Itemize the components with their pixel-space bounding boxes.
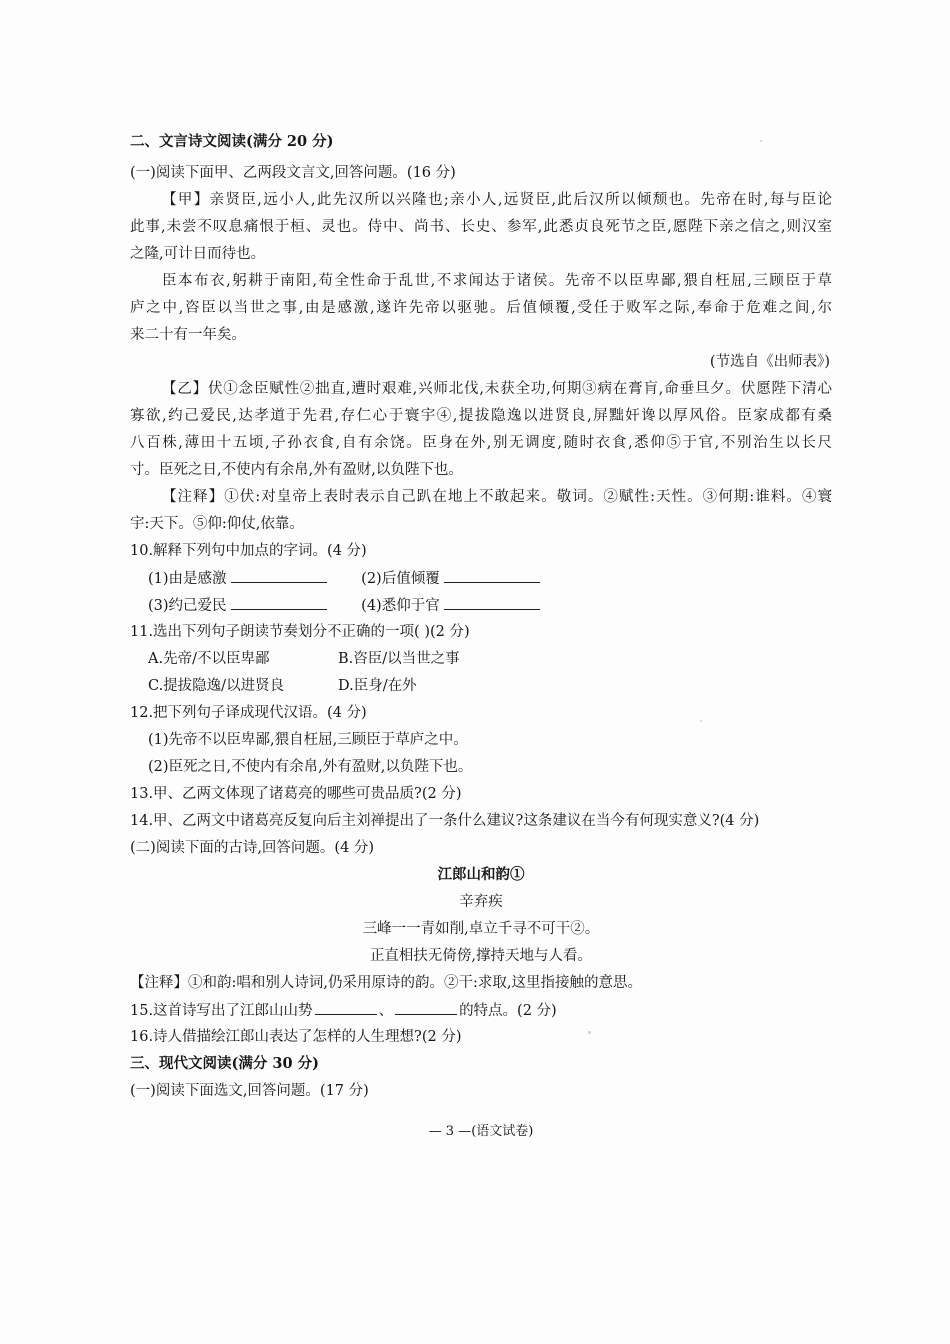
scan-speck	[760, 140, 762, 142]
question-10: 10.解释下列句中加点的字词。(4 分)	[130, 543, 367, 559]
passage-yi-line: 寡欲,约己爱民,达孝道于先君,存仁心于寰宇④,提拔隐逸以进贤良,屏黜奸谗以厚风俗。臣家成都有桑	[130, 408, 832, 424]
page-footer: — 3 —(语文试卷)	[428, 1124, 534, 1139]
answer-blank[interactable]	[315, 1000, 377, 1015]
answer-blank[interactable]	[231, 595, 327, 610]
part-instruction: (二)阅读下面的古诗,回答问题。(4 分)	[130, 840, 375, 856]
notes-line: 宇:天下。⑤仰:仰仗,依靠。	[130, 516, 304, 532]
question-15	[130, 1000, 557, 1021]
passage-yi-line: 八百株,薄田十五顷,子孙衣食,自有余饶。臣身在外,别无调度,随时衣食,悉仰⑤于官,不别治生以长尺	[130, 435, 832, 451]
answer-blank[interactable]	[395, 1000, 457, 1015]
part-instruction: (一)阅读下面选文,回答问题。(17 分)	[130, 1083, 369, 1099]
q12-item-2: (2)臣死之日,不使内有余帛,外有盈财,以负陛下也。	[148, 759, 473, 775]
q15-text-end: 的特点。(2 分)	[459, 1003, 557, 1019]
question-14: 14.甲、乙两文中诸葛亮反复向后主刘禅提出了一条什么建议?这条建议在当今有何现实意义?(4 分)	[130, 813, 760, 829]
q10-row-1	[148, 568, 544, 589]
q15-separator: 、	[378, 1003, 394, 1019]
answer-blank[interactable]	[444, 568, 540, 583]
q10-row-2	[148, 595, 544, 616]
passage-jia-line: 此事,未尝不叹息痛恨于桓、灵也。侍中、尚书、长史、参军,此悉贞良死节之臣,愿陛下亲之信之,则汉室	[130, 219, 832, 235]
answer-blank[interactable]	[444, 595, 540, 610]
passage-yi-line: 【乙】伏①念臣赋性②拙直,遭时艰难,兴师北伐,未获全功,何期③病在膏肓,命垂旦夕。伏愿陛下清心	[162, 381, 832, 397]
q10-item-3: (3)约己爱民	[148, 598, 227, 614]
poem-title: 江郎山和韵①	[437, 866, 525, 883]
passage-source: (节选自《出师表》)	[709, 354, 830, 370]
scan-speck	[700, 720, 702, 722]
part-instruction: (一)阅读下面甲、乙两段文言文,回答问题。(16 分)	[130, 165, 456, 181]
poem-notes: 【注释】①和韵:唱和别人诗词,仍采用原诗的韵。②干:求取,这里指接触的意思。	[130, 975, 642, 991]
passage-yi-line: 寸。臣死之日,不使内有余帛,外有盈财,以负陛下也。	[130, 462, 463, 478]
q10-item-1: (1)由是感激	[148, 571, 227, 587]
q11-option-d: D.臣身/在外	[338, 678, 417, 694]
poem-author: 辛弃疾	[459, 894, 503, 910]
passage-jia-line: 臣本布衣,躬耕于南阳,苟全性命于乱世,不求闻达于诸侯。先帝不以臣卑鄙,猥自枉屈,三顾臣于草	[162, 273, 832, 289]
passage-jia-line: 之隆,可计日而待也。	[130, 246, 266, 262]
q10-item-2: (2)后值倾覆	[361, 571, 440, 587]
section-heading: 三、现代文阅读(满分 30 分)	[130, 1055, 319, 1072]
answer-blank[interactable]	[231, 568, 327, 583]
passage-jia-line: 庐之中,咨臣以当世之事,由是感激,遂许先帝以驱驰。后值倾覆,受任于败军之际,奉命于危难之间,尔	[130, 300, 832, 316]
question-13: 13.甲、乙两文体现了诸葛亮的哪些可贵品质?(2 分)	[130, 786, 462, 802]
question-16: 16.诗人借描绘江郎山表达了怎样的人生理想?(2 分)	[130, 1029, 462, 1045]
q11-option-b: B.咨臣/以当世之事	[338, 651, 460, 667]
poem-line: 正直相扶无倚傍,撑持天地与人看。	[369, 948, 593, 964]
question-11: 11.选出下列句子朗读节奏划分不正确的一项( )(2 分)	[130, 624, 470, 640]
q12-item-1: (1)先帝不以臣卑鄙,猥自枉屈,三顾臣于草庐之中。	[148, 732, 468, 748]
passage-jia-line: 来二十有一年矣。	[130, 327, 246, 343]
notes-line: 【注释】①伏:对皇帝上表时表示自己趴在地上不敢起来。敬词。②赋性:天性。③何期:谁料。④寰	[162, 489, 832, 505]
q11-row-2	[148, 676, 417, 696]
q11-option-a: A.先帝/不以臣卑鄙	[148, 651, 270, 667]
q11-option-c: C.提拔隐逸/以进贤良	[148, 678, 285, 694]
passage-jia-line: 【甲】亲贤臣,远小人,此先汉所以兴隆也;亲小人,远贤臣,此后汉所以倾颓也。先帝在时,每与臣论	[162, 192, 832, 208]
section-heading: 二、文言诗文阅读(满分 20 分)	[130, 133, 334, 150]
q10-item-4: (4)悉仰于官	[361, 598, 440, 614]
question-12: 12.把下列句子译成现代汉语。(4 分)	[130, 705, 367, 721]
poem-line: 三峰一一青如削,卓立千寻不可干②。	[362, 921, 600, 937]
scan-speck	[588, 1031, 591, 1034]
q11-row-1	[148, 649, 460, 669]
q15-text: 15.这首诗写出了江郎山山势	[130, 1003, 313, 1019]
